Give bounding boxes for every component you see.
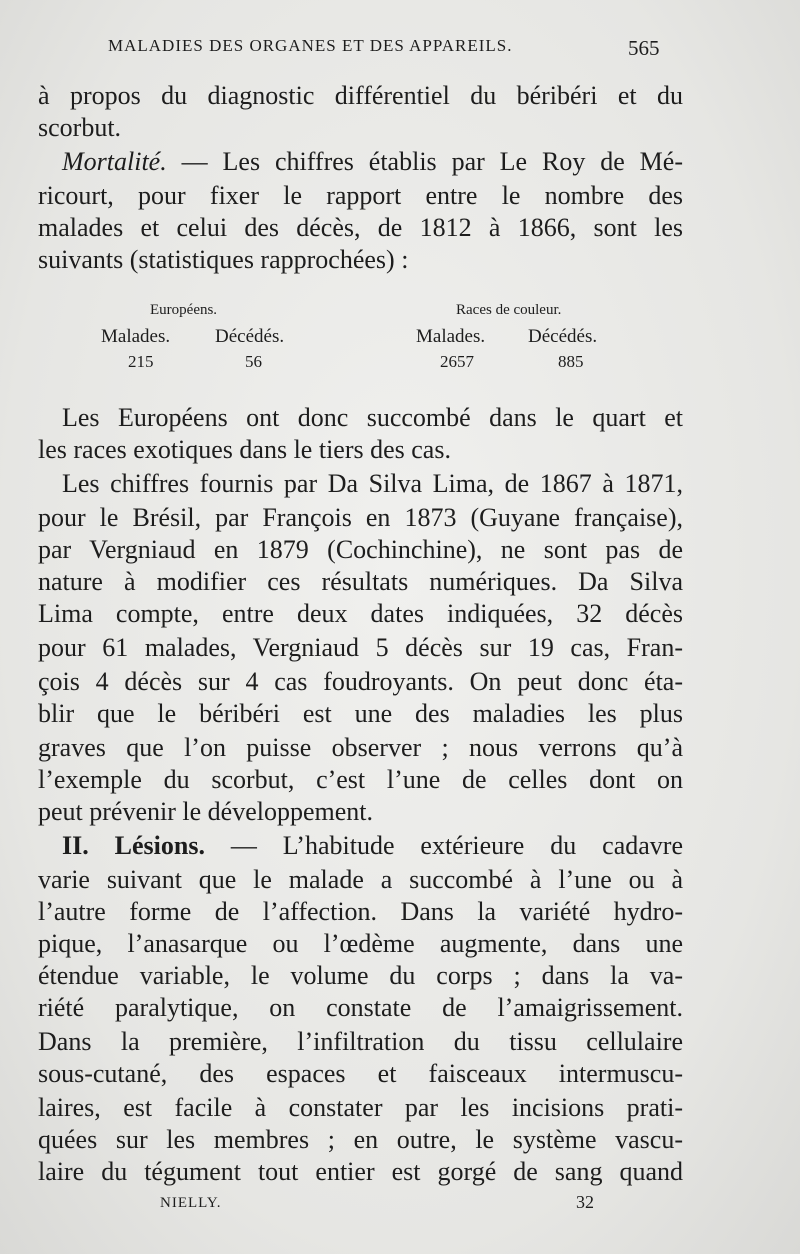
- text-line: Les Européens ont donc succombé dans le quart et: [62, 403, 683, 432]
- text-line: riété paralytique, on constate de l’amaigrissement.: [38, 993, 683, 1022]
- table-header-decedes: Décédés.: [528, 326, 598, 347]
- text-line: étendue variable, le volume du corps ; dans la va-: [38, 961, 683, 990]
- table-header-malades: Malades.: [416, 326, 486, 347]
- text-line: les races exotiques dans le tiers des cas.: [38, 435, 451, 464]
- text-line: pour 61 malades, Vergniaud 5 décès sur 19 cas, Fran-: [38, 633, 683, 662]
- table-caption-europeens: Européens.: [150, 302, 218, 318]
- text-line: quées sur les membres ; en outre, le système vascu-: [38, 1125, 683, 1154]
- text-line: çois 4 décès sur 4 cas foudroyants. On peut donc éta-: [38, 667, 683, 696]
- text-line: pique, l’anasarque ou l’œdème augmente, dans une: [38, 929, 683, 958]
- text-line: graves que l’on puisse observer ; nous verrons qu’à: [38, 733, 683, 762]
- text-line: par Vergniaud en 1879 (Cochinchine), ne sont pas de: [38, 535, 683, 564]
- table-caption-races-de-couleur: Races de couleur.: [456, 302, 562, 318]
- text-line: à propos du diagnostic différentiel du béribéri et du: [38, 81, 683, 110]
- text-segment: — Les chiffres établis par Le Roy de Mé-: [166, 147, 683, 176]
- table-cell-value: 215: [128, 352, 154, 371]
- text-line: pour le Brésil, par François en 1873 (Guyane française),: [38, 503, 683, 532]
- text-line: l’exemple du scorbut, c’est l’une de celles dont on: [38, 765, 683, 794]
- text-line: scorbut.: [38, 113, 122, 142]
- text-line: Dans la première, l’infiltration du tissu cellulaire: [38, 1027, 683, 1056]
- text-line: laires, est facile à constater par les incisions prati-: [38, 1093, 683, 1122]
- text-line: ricourt, pour fixer le rapport entre le nombre des: [38, 181, 683, 210]
- text-line: varie suivant que le malade a succombé à l’une ou à: [38, 865, 683, 894]
- table-header-malades: Malades.: [101, 326, 171, 347]
- text-line: [62, 146, 683, 178]
- text-line: [62, 830, 683, 862]
- page-number: 565: [628, 36, 660, 60]
- text-segment: — L’habitude extérieure du cadavre: [204, 831, 683, 860]
- table-header-decedes: Décédés.: [215, 326, 285, 347]
- signature-number: 32: [576, 1192, 594, 1212]
- text-line: blir que le béribéri est une des maladies les plus: [38, 699, 683, 728]
- text-line: peut prévenir le développement.: [38, 797, 373, 826]
- section-heading-lesions: II. Lésions.: [62, 831, 205, 860]
- text-line: Lima compte, entre deux dates indiquées, 32 décès: [38, 599, 683, 628]
- text-line: nature à modifier ces résultats numériques. Da Silva: [38, 567, 683, 596]
- text-line: malades et celui des décès, de 1812 à 1866, sont les: [38, 213, 683, 242]
- table-cell-value: 885: [558, 352, 584, 371]
- table-cell-value: 2657: [440, 352, 474, 371]
- text-line: Les chiffres fournis par Da Silva Lima, de 1867 à 1871,: [62, 469, 683, 498]
- signature-author: NIELLY.: [160, 1195, 222, 1211]
- running-title: MALADIES DES ORGANES ET DES APPAREILS.: [108, 36, 513, 55]
- text-line: suivants (statistiques rapprochées) :: [38, 245, 409, 274]
- text-line: l’autre forme de l’affection. Dans la variété hydro-: [38, 897, 683, 926]
- table-cell-value: 56: [245, 352, 262, 371]
- section-heading-mortalite: Mortalité.: [62, 147, 167, 176]
- text-line: laire du tégument tout entier est gorgé de sang quand: [38, 1157, 683, 1186]
- text-line: sous-cutané, des espaces et faisceaux intermuscu-: [38, 1059, 683, 1088]
